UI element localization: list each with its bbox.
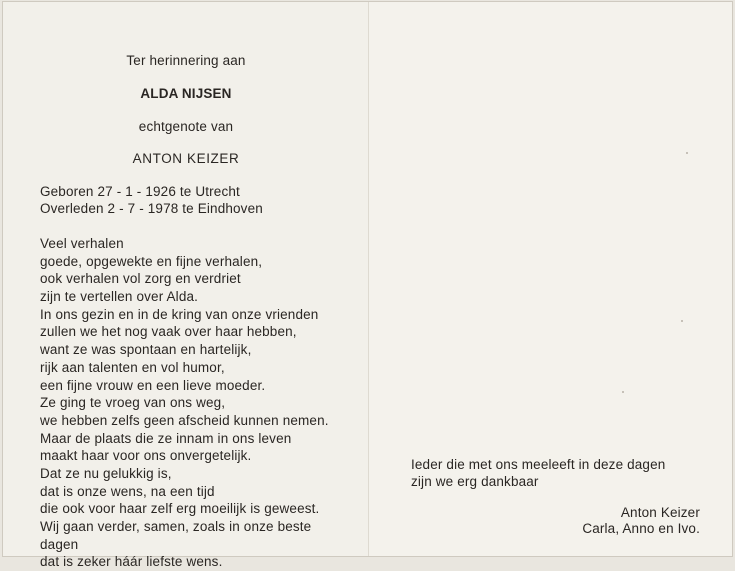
signature-name: Anton Keizer [620,505,700,520]
deceased-name: ALDA NIJSEN [140,86,232,101]
left-panel [3,2,369,570]
poem-line: goede, opgewekte en fijne verhalen, [40,253,263,269]
signature-family: Carla, Anno en Ivo. [582,521,700,536]
intro-text: Ter herinnering aan [126,53,246,68]
right-panel [369,2,732,556]
poem-line: zullen we het nog vaak over haar hebben, [40,324,297,340]
paper-speck [622,391,624,393]
relation-text: echtgenote van [138,119,234,134]
poem-line: Veel verhalen [40,236,124,251]
poem [40,235,329,571]
poem-line: dat is onze wens, na een tijd [40,483,215,499]
poem-line: Ze ging te vroeg van ons weg, [40,395,226,411]
poem-line: dat is zeker háár liefste wens. [40,554,223,570]
poem-line: Dat ze nu gelukkig is, [40,465,172,481]
poem-line: ook verhalen vol zorg en verdriet [40,271,241,287]
poem-line: In ons gezin en in de kring van onze vrienden [40,306,319,322]
poem-line: zijn te vertellen over Alda. [40,289,199,305]
paper-speck [686,152,688,154]
thanks-line-2: zijn we erg dankbaar [411,474,539,489]
poem-line: want ze was spontaan en hartelijk, [40,342,252,358]
paper-speck [681,320,683,322]
memorial-card [2,1,733,570]
death-date: Overleden 2 - 7 - 1978 te Eindhoven [40,201,263,216]
poem-line: Wij gaan verder, samen, zoals in onze beste [40,519,312,534]
spouse-name: ANTON KEIZER [132,151,240,166]
poem-line: dagen [40,536,79,552]
poem-line: die ook voor haar zelf erg moeilijk is geweest. [40,501,320,517]
poem-line: maakt haar voor ons onvergetelijk. [40,448,252,464]
poem-line: een fijne vrouw en een lieve moeder. [40,377,266,393]
poem-line: Maar de plaats die ze innam in ons leven [40,430,292,446]
poem-line: rijk aan talenten en vol humor, [40,359,225,375]
birth-date: Geboren 27 - 1 - 1926 te Utrecht [40,184,240,199]
thanks-line-1: Ieder die met ons meeleeft in deze dagen [411,457,666,472]
poem-line: we hebben zelfs geen afscheid kunnen nemen. [40,412,329,428]
